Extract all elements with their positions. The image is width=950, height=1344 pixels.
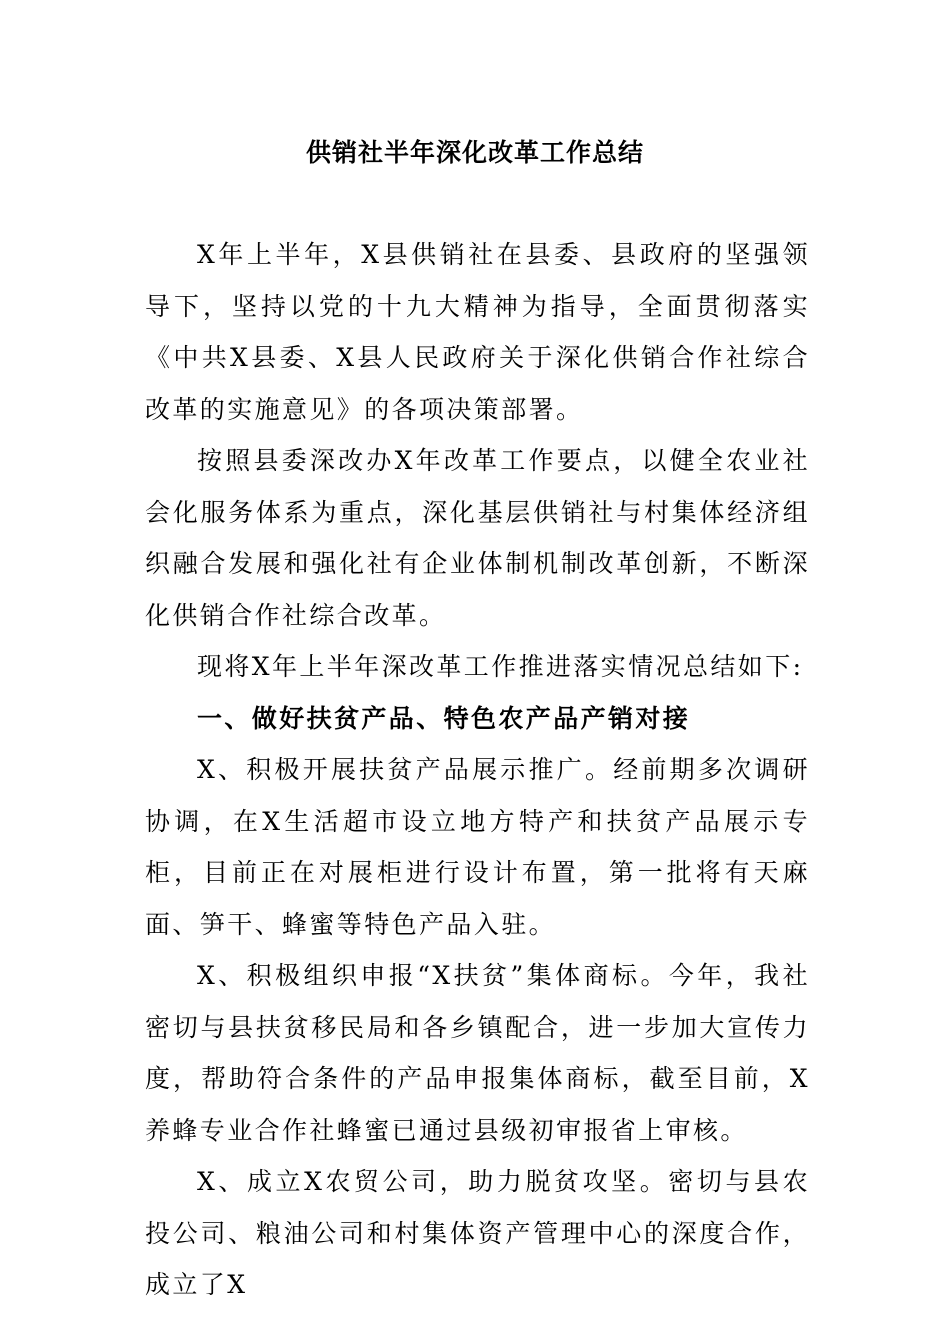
paragraph-item-1: X、积极开展扶贫产品展示推广。经前期多次调研协调，在X生活超市设立地方特产和扶贫产品展示专柜，目前正在对展柜进行设计布置，第一批将有天麻面、笋干、蜂蜜等特色产品入驻。 <box>145 755 810 939</box>
document-title: 供销社半年深化改革工作总结 <box>305 138 644 167</box>
document-body <box>145 229 810 1311</box>
paragraph-item-2: X、积极组织申报“X扶贫”集体商标。今年，我社密切与县扶贫移民局和各乡镇配合，进一步加大宣传力度，帮助符合条件的产品申报集体商标，截至目前，X养蜂专业合作社蜂蜜已通过县级初审报省上审核。 <box>145 961 810 1145</box>
paragraph-summary-lead: 现将X年上半年深改革工作推进落实情况总结如下: <box>197 652 804 681</box>
paragraph-intro: X年上半年，X县供销社在县委、县政府的坚强领导下，坚持以党的十九大精神为指导，全面贯彻落实《中共X县委、X县人民政府关于深化供销合作社综合改革的实施意见》的各项决策部署。 <box>145 240 810 424</box>
section-heading-1: 一、做好扶贫产品、特色农产品产销对接 <box>197 703 691 733</box>
paragraph-item-3: X、成立X农贸公司，助力脱贫攻坚。密切与县农投公司、粮油公司和村集体资产管理中心的深度合作，成立了X <box>145 1167 810 1299</box>
paragraph-work-points: 按照县委深改办X年改革工作要点，以健全农业社会化服务体系为重点，深化基层供销社与村集体经济组织融合发展和强化社有企业体制机制改革创新，不断深化供销合作社综合改革。 <box>145 446 810 630</box>
